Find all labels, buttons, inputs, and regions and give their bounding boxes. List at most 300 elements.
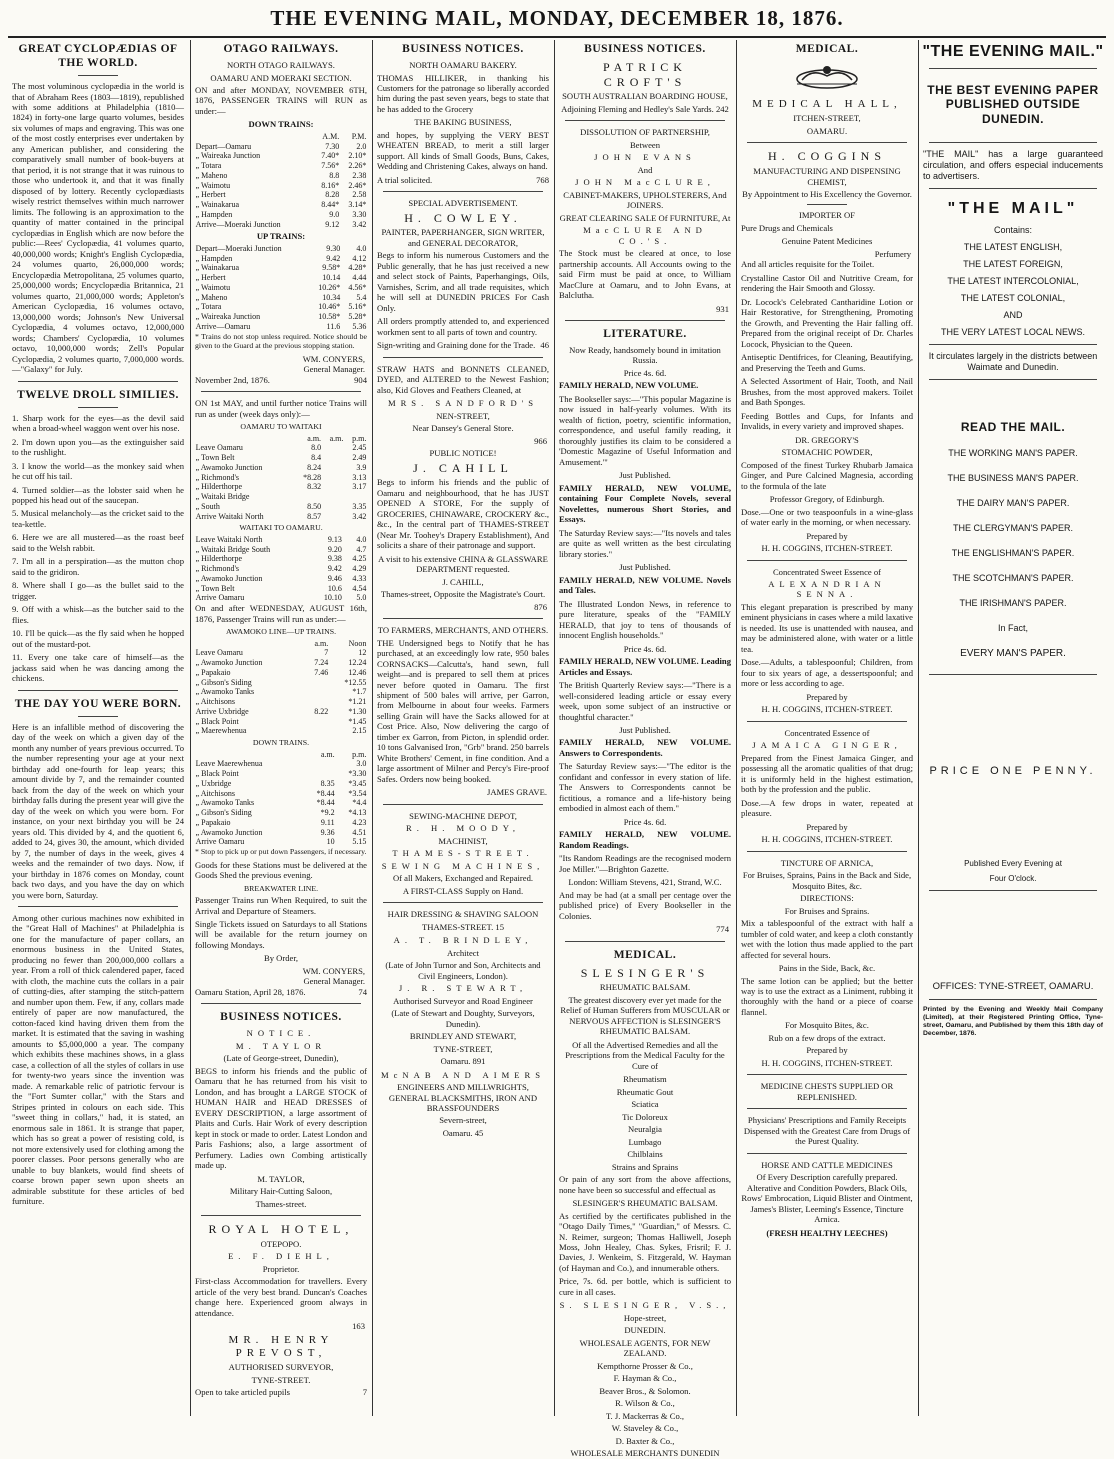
awamoko-up-table (195, 639, 368, 737)
ad-number: 15 (495, 921, 504, 932)
croft-name: PATRICK CROFT'S (603, 60, 687, 89)
table-row (195, 463, 368, 473)
ad-number: 774 (716, 924, 729, 935)
arnica-name: TINCTURE OF ARNICA, (780, 857, 874, 868)
ginger-body: Prepared from the Finest Jamaica Ginger, and possessing all the aromatic qualities of that drug; it is uniformly held in the highest estimation, both by the profession and the public. (741, 752, 913, 795)
table-cell: 3.0 (356, 759, 367, 769)
balsam-intro: The greatest discovery ever yet made for the Relief of Human Sufferers from MUSCULAR or NERVOUS AFFECTION is SLESINGER'S RHEUMATIC BALSAM. (560, 994, 730, 1037)
table-cell: 2.10* (348, 151, 367, 161)
divider (929, 674, 1097, 675)
import-toilet: And all articles requisite for the Toilet. (741, 259, 875, 270)
cowley-signwriting: Sign-writing and Graining done for the Trade. (377, 340, 536, 351)
family-herald-list (555, 368, 735, 874)
cahill-sign: J. CAHILL, (442, 576, 484, 587)
table-cell: 4.33 (352, 573, 367, 583)
table-cell: 4.28* (348, 263, 367, 273)
vs-town: DUNEDIN. (624, 1325, 666, 1336)
table-cell: 11.6 (326, 321, 341, 331)
gregory-dose: Dose.—One or two teaspoonfuls in a wine-glass of water early in the morning, or when necessary. (741, 506, 913, 528)
proprietor-name: E. F. DIEHL, (228, 1251, 334, 1262)
table-row (195, 443, 368, 453)
fh-body: The Saturday Review says:—"The editor is the confidant and confessor in every station of life. The Answers to Correspondents cannot be fictitious, a romance and a life-history being embodied in almost each of them." (559, 761, 731, 814)
divider (78, 75, 118, 76)
table-row (195, 210, 368, 220)
table-cell: Leave Oamaru (195, 443, 243, 453)
paper-item: THE BUSINESS MAN'S PAPER. (947, 473, 1079, 484)
table-row (195, 668, 368, 678)
balsam-name-2: SLESINGER'S RHEUMATIC BALSAM. (572, 1198, 718, 1209)
table-cell: 8.35 (320, 778, 335, 788)
table-cell: 3.42 (352, 219, 367, 229)
table-cell: 2.58 (352, 190, 367, 200)
table-header-cell: a.m. (320, 749, 335, 759)
table-cell: „ Wainakarua (195, 200, 239, 210)
merchants-line: WHOLESALE MERCHANTS DUNEDIN (570, 1448, 720, 1459)
table-cell: *9.2 (320, 808, 335, 818)
literature-heading: LITERATURE. (603, 327, 687, 340)
table-row (195, 273, 368, 283)
table-cell: 9.0 (329, 209, 340, 219)
table-cell: 2.49 (352, 453, 367, 463)
simile-item: 9. Off with a whisk—as the butcher said to the flies. (12, 604, 184, 625)
table-cell: 7.30 (325, 141, 340, 151)
between-label: Between (629, 139, 661, 150)
hotel-place: OTEPOPO. (260, 1238, 302, 1249)
table-cell (322, 443, 344, 453)
fh-title: FAMILY HERALD, NEW VOLUME, containing Four Complete Novels, several Novelettes, numerous Short Stories, and Essays. (559, 482, 731, 525)
taylor-address: Thames-street. (255, 1198, 307, 1209)
hair-saloon-address: THAMES-STREET. (422, 921, 494, 932)
table-cell: 10 (326, 837, 335, 847)
paper-item: THE DAIRY MAN'S PAPER. (956, 498, 1070, 509)
medical-hall-street: ITCHEN-STREET, (793, 113, 861, 124)
table-row (195, 200, 368, 210)
table-row (195, 244, 368, 254)
table-cell: 2.26* (348, 161, 367, 171)
section-heading: OAMARU AND MOERAKI SECTION. (210, 72, 352, 83)
clearing-sale: GREAT CLEARING SALE Of FURNITURE, At (559, 212, 731, 223)
fh-body: The British Quarterly Review says:—"There is a well-considered leading article or essay every week, upon some subject of an instructive or thoughtful character." (559, 680, 731, 722)
table-header-row (195, 434, 368, 444)
wholesale-heading: WHOLESALE AGENTS, FOR NEW ZEALAND. (579, 1337, 711, 1359)
agent-item: W. Staveley & Co., (611, 1423, 679, 1434)
dissolution-heading: DISSOLUTION OF PARTNERSHIP, (580, 127, 710, 138)
table-cell: Arrive Oamaru (195, 837, 245, 847)
contents-list (919, 242, 1107, 338)
table-cell (322, 453, 344, 463)
table-cell: „ Black Point (195, 716, 239, 726)
business-notices-heading: BUSINESS NOTICES. (220, 1011, 342, 1024)
ailment-item: Lumbago (628, 1136, 662, 1147)
table-cell: 4.51 (352, 827, 367, 837)
cowley-body: Begs to inform his numerous Customers and the Public generally, that he has just received a new and select stock of Paints, Paperhangings, Oils, Varnishes, Scrim, and all trade requisites, which he will sell at DUNEDIN PRICES For Cash Only. (377, 250, 549, 313)
table-cell: „ Wainakarua (195, 263, 239, 273)
cowley-orders: All orders promptly attended to, and experienced workmen sent to all parts of town and country. (377, 316, 549, 337)
table-cell: 3.42 (352, 511, 367, 521)
table-cell: „ Awamoko Tanks (195, 798, 255, 808)
table-cell: 5.36 (352, 321, 367, 331)
table-cell: „ Town Belt (195, 453, 235, 463)
fh-title: FAMILY HERALD, NEW VOLUME. Leading Articles and Essays. (559, 656, 731, 677)
brindley-name: A. T. BRINDLEY, (393, 935, 533, 946)
firm-town: Oamaru. (440, 1056, 471, 1067)
medical-hall-town: OAMARU. (806, 125, 848, 136)
table-row (195, 726, 368, 736)
column-4 (554, 40, 735, 1459)
up-trains-heading: UP TRAINS: (256, 231, 306, 242)
table-cell: 9.12 (325, 219, 340, 229)
hair-saloon-heading: HAIR DRESSING & SHAVING SALOON (387, 909, 539, 920)
special-heading: SPECIAL ADVERTISEMENT. (408, 198, 518, 209)
table-cell: *1.7 (352, 687, 367, 697)
table-row (195, 254, 368, 264)
coggins-role: MANUFACTURING AND DISPENSING CHEMIST, (753, 166, 901, 187)
divider (565, 320, 725, 321)
ad-number: 904 (354, 374, 367, 385)
table-cell: „ Aitchisons (195, 697, 235, 707)
table-cell: 5.28* (348, 312, 367, 322)
masthead: THE EVENING MAIL, MONDAY, DECEMBER 18, 1876. (270, 6, 844, 30)
table-cell: „ Hampden (195, 253, 233, 263)
table-cell: 9.36 (320, 827, 335, 837)
table-cell: *1.30 (348, 706, 367, 716)
sewing-depot-heading: SEWING-MACHINE DEPOT, (409, 810, 517, 821)
table-row (195, 190, 368, 200)
simile-item: 4. Turned soldier—as the lobster said when he popped his head out of the saucepan. (12, 484, 184, 505)
divider (18, 690, 178, 691)
contents-item: THE VERY LATEST LOCAL NEWS. (940, 326, 1086, 337)
macclure-firm: MacCLURE AND CO.'S. (583, 225, 707, 246)
masthead-rule (8, 36, 1106, 38)
taylor-role: Military Hair-Cutting Saloon, (229, 1186, 333, 1197)
prevost-role: AUTHORISED SURVEYOR, (228, 1362, 334, 1373)
table-cell: 4.44 (352, 273, 367, 283)
import-drugs: Pure Drugs and Chemicals (741, 222, 833, 233)
table-cell: 4.25 (352, 554, 367, 564)
prevost-note: Open to take articled pupils (195, 1387, 290, 1398)
sewing-machines: SEWING MACHINES, (381, 860, 545, 871)
ailment-item: Rheumatism (623, 1074, 667, 1085)
table-cell: 4.29 (352, 564, 367, 574)
table-cell: „ Aitchisons (195, 788, 235, 798)
table-row (195, 181, 368, 191)
simile-item: 8. Where shall I go—as the bullet said to the trigger. (12, 580, 184, 601)
column-1 (8, 40, 188, 1416)
table-cell: 5.15 (352, 837, 367, 847)
table-header-cell (195, 639, 304, 649)
ad-number: 45 (474, 1127, 484, 1138)
table-row (195, 798, 368, 808)
divider (929, 344, 1097, 345)
table-cell: 3.17 (352, 482, 367, 492)
best-paper: THE BEST EVENING PAPER PUBLISHED OUTSIDE DUNEDIN. (927, 82, 1099, 126)
baking-body: and hopes, by supplying the VERY BEST WHEATEN BREAD, to merit a still larger support. All kinds of Small Goods, Buns, Cakes, Wedding and Christening Cakes, always on hand. (377, 129, 549, 172)
cowley-role: PAINTER, PAPERHANGER, SIGN WRITER, and GENERAL DECORATOR, (381, 227, 545, 248)
table-row (195, 492, 368, 502)
agent-item: D. Baxter & Co., (615, 1435, 675, 1446)
cahill-address: Thames-street, Opposite the Magistrate's Court. (380, 589, 546, 600)
circulation-note: It circulates largely in the districts between Waimate and Dunedin. (928, 350, 1098, 372)
cahill-visit: A visit to his extensive CHINA & GLASSWARE DEPARTMENT requested. (378, 553, 548, 575)
table-cell (304, 759, 336, 769)
table-cell: Depart—Oamaru (195, 141, 252, 151)
table-header-cell: p.m. (352, 749, 367, 759)
table-header-row (195, 750, 368, 760)
table-cell: 2.0 (356, 141, 367, 151)
similies-list (8, 413, 188, 684)
ad-number: 242 (715, 103, 729, 114)
table-cell: 9.42 (326, 253, 341, 263)
table-cell: 7.24 (314, 658, 329, 668)
public-notice-heading: PUBLIC NOTICE! (429, 448, 497, 459)
divider (78, 407, 118, 408)
table-cell: 4.12 (352, 253, 367, 263)
stop-note: * Stop to pick up or put down Passengers, if necessary. (195, 847, 367, 857)
table-cell: Leave Oamaru (195, 648, 243, 658)
divider (201, 391, 361, 392)
table-cell: „ Hampden (195, 209, 233, 219)
table-row (195, 697, 368, 707)
table-cell: 4.56* (348, 282, 367, 292)
proprietor-role: Proprietor. (262, 1263, 300, 1274)
down-trains-table (195, 132, 368, 230)
table-cell: Leave Waitaki North (195, 534, 263, 544)
agent-item: Kempthorne Prosser & Co., (597, 1360, 693, 1371)
table-cell: 8.44* (321, 200, 340, 210)
table-header-cell (195, 132, 313, 142)
contents-item: THE LATEST ENGLISH, (963, 241, 1063, 252)
mail-title: "THE EVENING MAIL." (922, 43, 1104, 60)
medical-item: Dr. Locock's Celebrated Cantharidine Lotion or Hair Restorative, for Strengthening, Promoting the Growth, and Preventing the Hair falling off. Prepared from the original receipt of Dr. Charles Locock, Physician to the Queen. (741, 296, 913, 349)
signature-role: General Manager. (303, 976, 365, 987)
table-cell: „ Waireaka Junction (195, 312, 261, 322)
table-cell: 3.35 (352, 501, 367, 511)
directions-2-heading: Pains in the Side, Back, &c. (778, 963, 876, 974)
cahill-name: J. CAHILL (413, 460, 513, 475)
table-row (195, 759, 368, 769)
fh-body: The Bookseller says:—"This popular Magazine is now issued in half-yearly volumes. With its wealth of fiction, poetry, scientific information, correspondence, and useful family reading, it thoroughly justifies its claim to be considered a 'Domestic Magazine of Useful Information and Amusement.'" (559, 393, 731, 467)
table-cell: 4.23 (352, 817, 367, 827)
table-cell: 7.40* (321, 151, 340, 161)
farmers-body: THE Undersigned begs to Notify that he has purchased, at an exceedingly low rate, 950 bales CORNSACKS—Calcutta's, hand sewn, full weight—and is prepared to sell them at prices never before quoted in Oamaru. The first shipment of 500 bales will arrive, per Garron, from Melbourne in about four weeks. Farmers selling Grain will have the Sacks allowed for at Cost Price. Also, Now delivering the cargo of timber ex Garron, from Picton, in splendid order. 10 tons Galvanised Iron, "Grb" brand. 250 barrels White Brothers' Cement, in fine condition. And a large assortment of Milner and Percy's Fire-proof Safes. Orders now being booked. (377, 637, 549, 784)
divider (747, 1074, 907, 1075)
trial-note: A trial solicited. (377, 174, 433, 185)
gregory-name: DR. GREGORY'S (795, 434, 859, 445)
table-cell: „ Awamoko Junction (195, 573, 263, 583)
ad-number: 74 (358, 986, 367, 997)
table-cell (322, 512, 344, 522)
table-header-cell: P.M. (351, 131, 367, 141)
cyclopaedias-article: The most voluminous cyclopædia in the world is that of Abraham Rees (1803—1819), republished with some additions at Philadelphia (1810—1824) in forty-one large quarto volumes, besides six volumes of maps and engraving. This was one of the most costly enterprises ever undertaken by any American publisher, and considering the comparatively small number of book-buyers at that period, it is not strange that it was ruinous to those who undertook it, and that it was finally disposed of by lottery. Recently cyclopædiasts wisely restrict themselves within much narrower limits. The following is an approximation to the quantity of matter contained in the principal cyclopædias in English which are now before the public:—Rees' Cyclopædia, 41 volumes quarto, 40,000,000 words; Knight's English Cyclopædia, 24 volumes quarto, 26,000,000 words; Encyclopædia Metropolitana, 25 volumes quarto, 25,000,000 words; Encyclopædia Britannica, 21 volumes quarto, 21,000,000 words; Appleton's American Cyclopædia, 16 volumes octavo, 13,000,000 words; Johnson's New Universal Cyclopædia, 4 volumes octavo, 12,000,000 words; Chambers' Cyclopædia, 10 volumes octavo, 10,000,000 words; Zell's Popular Cyclopædia, 2 volumes quarto, 7,000,000 words.—"Galaxy" for July. (12, 81, 184, 375)
table-cell: Arrive—Oamaru (195, 321, 251, 331)
vs-name: S. SLESINGER, V.S., (559, 1300, 731, 1311)
divider (201, 1215, 361, 1216)
ad-number: 7 (362, 1387, 367, 1398)
signature: WM. CONYERS, (302, 965, 365, 976)
balsam-price: Price, 7s. 6d. per bottle, which is sufficient to cure in all cases. (559, 1276, 731, 1297)
table-cell: Arrive Waitaki North (195, 511, 264, 521)
table-row (195, 293, 368, 303)
table-row (195, 312, 368, 322)
table-cell: 8.16* (321, 180, 340, 190)
table-row (195, 658, 368, 668)
table-cell: 8.4 (311, 453, 322, 463)
papers-list (919, 448, 1107, 609)
table-cell: 8.24 (307, 462, 322, 472)
table-cell: 8.57 (307, 511, 322, 521)
bakery-body: THOMAS HILLIKER, in thanking his Customers for the patronage so liberally accorded him during the past seven years, begs to state that he has added to the Grocery (377, 72, 549, 114)
table-header-cell: Noon (348, 638, 367, 648)
table-cell: 8.22 (314, 706, 329, 716)
awamoko-down-heading: DOWN TRAINS. (252, 738, 310, 748)
publisher-address: London: William Stevens, 421, Strand, W.C. (568, 877, 722, 888)
by-order: By Order, (263, 953, 299, 964)
coggins-address: H. H. COGGINS, ITCHEN-STREET. (761, 543, 893, 554)
divider (383, 357, 543, 358)
moody-address: THAMES-STREET. (392, 848, 534, 859)
table-cell: „ Papakaio (195, 667, 231, 677)
table-cell: „ Awamoko Junction (195, 827, 263, 837)
awamoko-intro: On and after WEDNESDAY, AUGUST 16th, 1876, Passenger Trains will run as under:— (195, 603, 367, 624)
medical-items-list (737, 273, 917, 432)
divider (78, 716, 118, 717)
simile-item: 2. I'm down upon you—as the extinguisher said to the rushlight. (12, 436, 184, 458)
ailment-item: Sciatica (631, 1099, 659, 1110)
balsam-of: Of all the Advertised Remedies and all the Prescriptions from the Medical Faculty for the Cure of (565, 1039, 725, 1071)
down-trains-heading: DOWN TRAINS: (248, 119, 314, 130)
divider (929, 379, 1097, 380)
medicine-chests: MEDICINE CHESTS SUPPLIED OR REPLENISHED. (760, 1081, 894, 1102)
macclure-name: JOHN MacCLURE, (575, 177, 715, 188)
table-cell: 4.0 (356, 243, 367, 253)
stomachic-name: STOMACHIC POWDER, (781, 447, 873, 458)
divider (201, 1003, 361, 1004)
table-cell: 8.32 (307, 482, 322, 492)
divider (929, 890, 1097, 891)
table-cell: 2.15 (352, 726, 367, 736)
published-line: Published Every Evening at (964, 858, 1062, 868)
similies-heading: TWELVE DROLL SIMILIES. (17, 388, 179, 401)
table-cell: „ Richmond's (195, 472, 240, 482)
senna-body: This elegant preparation is prescribed by many eminent physicians in cases where a mild laxative is needed. Its use is unattended with nausea, and may be administered alone, with water or a little tea. (741, 601, 913, 654)
gregory-professor: Professor Gregory, of Edinburgh. (769, 494, 885, 505)
waitaki-oamaru-heading: WAITAKI TO OAMARU. (239, 523, 323, 533)
royal-arms-icon (792, 62, 862, 92)
contains-label: Contains: (993, 224, 1033, 235)
table-cell: „ Awamoko Junction (195, 658, 263, 668)
day-born-article: Here is an infallible method of discovering the day of the week on which a given day of the month any number of years previous occurred. To the number representing your age at your next birthday add one-fourth for leap years; this amount divide by 7, and the remainder counted back from the day of the week on which your birthday falls during the present year will give the day of the week on which you were born. For instance, on your next birthday you will be 24 years old. This divided by 4, and the quotient 6, added to 24, gives 30, the amount, which divided by 7, the number of days in the week, gives 4 weeks and the remainder of two days. Now, if your birthday in 1876 comes on Monday, count back two days, and you have the day on which you were born, Saturday. (12, 721, 184, 900)
divider (747, 142, 907, 143)
four-oclock: Four O'clock. (989, 874, 1037, 884)
contents-item: THE LATEST COLONIAL, (960, 292, 1066, 303)
table-header-row (195, 639, 368, 649)
table-cell: 8.0 (311, 443, 322, 453)
import-perfumery: Perfumery (874, 248, 911, 259)
column-6 (918, 40, 1107, 1416)
divider (929, 142, 1097, 143)
table-cell (304, 687, 329, 697)
table-cell: „ Black Point (195, 769, 239, 779)
table-row (195, 142, 368, 152)
table-cell: 10.6 (327, 583, 342, 593)
table-cell (304, 769, 336, 779)
appointment: By Appointment to His Excellency the Governor. (742, 188, 912, 199)
table-header-cell (195, 750, 304, 760)
horse-cattle-body: Of Every Description carefully prepared. Alterative and Condition Powders, Black Oils, Rows' Embrocation, Liquid Blister and Ointment, James's Blister, Leeming's Essence, Tincture Arnica. (741, 1172, 913, 1225)
table-cell: „ Maheno (195, 170, 228, 180)
stewart-name: J. R. STEWART, (398, 983, 528, 994)
farmers-heading: TO FARMERS, MERCHANTS, AND OTHERS. (377, 625, 549, 636)
table-cell: 10.26* (318, 282, 341, 292)
table-cell (304, 717, 329, 727)
table-cell: „ Uxbridge (195, 778, 232, 788)
baking-heading: THE BAKING BUSINESS, (414, 117, 512, 128)
prepared-by: Prepared by (806, 821, 848, 832)
directions-2: The same lotion can be applied; but the better way is to use the extract as a Liniment, rubbing it thoroughly with the hand or a piece of coarse flannel. (741, 975, 913, 1017)
guarantee-note: "THE MAIL" has a large guaranteed circulation, and offers especial inducements to advertisers. (923, 149, 1103, 182)
medical-item: Crystalline Castor Oil and Nutritive Cream, for rendering the Hair Smooth and Glossy. (741, 272, 913, 294)
table-cell: 7.56* (321, 161, 340, 171)
fh-price: Price 4s. 6d. (623, 643, 667, 654)
mcnab-address: Severn-street, (439, 1115, 487, 1126)
medical-item: A Selected Assortment of Hair, Tooth, and Nail Brushes, from the most approved makers. Toilet and Bath Sponges. (741, 376, 913, 408)
awamoko-up-heading: AWAMOKO LINE—UP TRAINS. (225, 627, 337, 637)
stock-note: The Stock must be cleared at once, to lose partnership accounts. All Accounts owing to the said Firm must be paid at once, to William MacClure at Oamaru, and to John Evans, at Balclutha. (559, 248, 731, 301)
waitaki-down-table (195, 434, 368, 522)
table-cell: 3.9 (356, 462, 367, 472)
notice-date: Oamaru Station, April 28, 1876. (195, 986, 306, 997)
table-cell: 9.42 (327, 564, 342, 574)
taylor-body: BEGS to inform his friends and the public of Oamaru that he has returned from his visit to London, and has brought a LARGE STOCK of HUMAN HAIR and HEAD DRESSES of EVERY DESCRIPTION, a large assortment of Plaits and Curls. Hair Work of every description kept in stock or made to order. Latest London and Paris Fashions; also, a large assortment of Perfumery. Ladies own Combing artistically made up. (195, 1065, 367, 1171)
simile-item: 11. Every one take care of himself—as the jackass said when he was dancing among the chickens. (12, 652, 184, 684)
fh-price: Just Published. (619, 470, 671, 481)
table-cell: *12.55 (344, 677, 367, 687)
table-header-cell: A.M. (322, 131, 340, 141)
mcnab-town: Oamaru. (442, 1127, 473, 1138)
table-row (195, 151, 368, 161)
divider (383, 618, 543, 619)
ginger-pre: Concentrated Essence of (784, 727, 870, 738)
table-row (195, 818, 368, 828)
table-cell: „ Maerewhenua (195, 726, 247, 736)
table-row (195, 648, 368, 658)
table-cell: 9.13 (327, 534, 342, 544)
taylor-name: M. TAYLOR (235, 1040, 327, 1051)
contents-item: THE LATEST INTERCOLONIAL, (947, 275, 1079, 286)
table-cell (322, 502, 344, 512)
paper-item: THE ENGLISHMAN'S PAPER. (951, 548, 1075, 559)
directions-3-heading: For Mosquito Bites, &c. (785, 1020, 869, 1031)
signature-role: General Manager. (303, 364, 365, 375)
table-cell: 10.58* (318, 312, 341, 322)
table-cell: *8.28 (303, 472, 322, 482)
prescriptions-note: Physicians' Prescriptions and Family Receipts Dispensed with the Greatest Care from Drugs of the Purest Quality. (743, 1115, 911, 1147)
fh-price: Just Published. (619, 724, 671, 735)
table-row (195, 574, 368, 584)
table-cell: 10.10 (323, 593, 342, 603)
table-cell: 5.0 (356, 593, 367, 603)
hotel-body: First-class Accommodation for travellers. Every article of the very best brand. Duncan's Coaches change here. Experienced groom always in attendance. (195, 1276, 367, 1318)
table-row (195, 837, 368, 847)
divider (18, 906, 178, 907)
table-cell: 4.7 (356, 544, 367, 554)
paper-collars-article: Among other curious machines now exhibited in the "Great Hall of Machines" at Philadelphia is one for the manufacture of paper collars, an enormous business in the United States, producing no fewer than 200,000,000 collars a year. From a roll of thick calendered paper, faced with cloth, the machine cuts the collars in a pair of cutting-dies, after stamping the stitch-pattern and number upon them. Few, if any, collars made entirely of paper are now manufactured, the cotton-faced kind having driven them from the market. It is estimated that the saving in washing amounts to $5,000,000 a year. The company which exhibits these machines shows, in a glass case, a collection of all the styles of collars in use for twenty-two years since the invention was made. A remarkable relic of patriotic fervour is the "Fort Sumter collar," with the Stars and Stripes printed in colours on each side. This "sweet thing in collars," had, it is stated, an enormous sale in 1861. It is strange that paper, which has so great a power of resisting cold, is not more extensively used for clothing among the poorer classes. Poor persons generally who are unable to buy blankets, would find sheets of coarse brown paper sewn upon sheets an admirable substitute for these articles of bed furniture. (12, 913, 184, 1207)
sandford-near: Near Dansey's General Store. (412, 423, 514, 434)
stewart-role: Authorised Surveyor and Road Engineer (393, 995, 533, 1006)
table-cell: Arrive Oamaru (195, 593, 245, 603)
sewing-exchanged: Of all Makers, Exchanged and Repaired. (392, 873, 534, 884)
simile-item: 3. I know the world—as the monkey said when he cut off his tail. (12, 460, 184, 482)
